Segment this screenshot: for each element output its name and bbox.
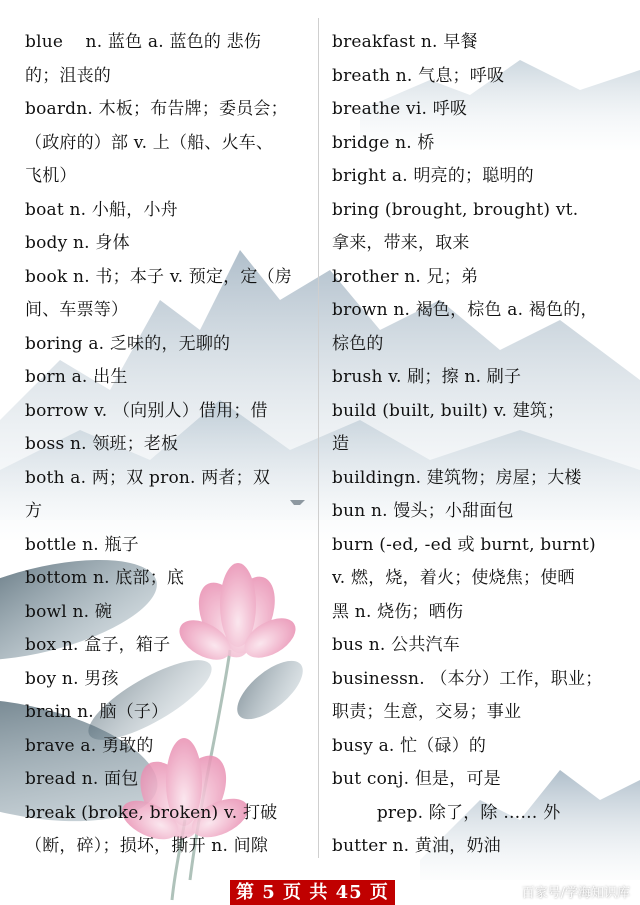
vocab-line: 飞机） (25, 166, 77, 186)
column-divider (318, 18, 319, 858)
vocab-line: born a. 出生 (25, 367, 128, 387)
vocab-line: brush v. 刷；擦 n. 刷子 (332, 367, 522, 387)
vocab-line: bottle n. 瓶子 (25, 534, 139, 555)
vocab-line: brown n. 褐色，棕色 a. 褐色的， (332, 300, 598, 320)
vocab-line: breakfast n. 早餐 (332, 32, 478, 52)
page-footer (0, 878, 640, 905)
vocab-line: breath n. 气息；呼吸 (332, 65, 505, 86)
vocab-line: boat n. 小船，小舟 (25, 199, 178, 220)
vocab-line: borrow v. （向别人）借用；借 (25, 400, 268, 421)
vocab-line: breathe vi. 呼吸 (332, 99, 468, 119)
vocab-line: bun n. 馒头；小甜面包 (332, 501, 514, 521)
vocab-line: boy n. 男孩 (25, 668, 119, 689)
vocab-line: 的；沮丧的 (25, 65, 111, 86)
vocab-line: brain n. 脑（子） (25, 702, 169, 722)
vocab-line: 造 (332, 434, 350, 454)
vocab-line: boardn. 木板；布告牌；委员会； (25, 99, 288, 119)
vocab-line: burn (-ed, -ed 或 burnt, burnt) (332, 534, 596, 555)
right-column (332, 26, 624, 864)
vocab-line: but conj. 但是，可是 (332, 769, 501, 789)
vocab-line: boss n. 领班；老板 (25, 434, 179, 454)
vocab-line: build (built, built) v. 建筑； (332, 400, 565, 421)
vocab-line: 间、车票等） (25, 300, 129, 320)
vocab-line: bus n. 公共汽车 (332, 635, 460, 655)
vocab-line: bread n. 面包 (25, 769, 139, 789)
vocab-line: break (broke, broken) v. 打破 (25, 802, 278, 823)
vocab-line: 职责；生意，交易；事业 (332, 702, 522, 722)
watermark-text: 百家号/学海知识库 (521, 886, 630, 901)
vocab-line: busy a. 忙（碌）的 (332, 735, 487, 756)
vocab-line: book n. 书；本子 v. 预定，定（房 (25, 266, 293, 287)
vocab-line: bowl n. 碗 (25, 601, 113, 622)
vocab-line: buildingn. 建筑物；房屋；大楼 (332, 467, 582, 488)
vocab-line: （断，碎）；损坏，撕开 n. 间隙 (25, 836, 269, 856)
vocab-line: boring a. 乏味的，无聊的 (25, 333, 231, 354)
vocab-line: bottom n. 底部；底 (25, 568, 185, 588)
vocab-line: bright a. 明亮的；聪明的 (332, 166, 534, 186)
vocab-line: 方 (25, 501, 43, 521)
vocab-line: both a. 两；双 pron. 两者；双 (25, 467, 271, 488)
vocab-line: brave a. 勇敢的 (25, 735, 154, 756)
vocab-line: businessn. （本分）工作，职业； (332, 668, 603, 689)
vocab-line: bridge n. 桥 (332, 132, 435, 153)
vocab-line: blue n. 蓝色 a. 蓝色的 悲伤 (25, 32, 262, 52)
vocab-line: bring (brought, brought) vt. (332, 199, 579, 220)
vocab-line: brother n. 兄；弟 (332, 266, 479, 287)
vocab-line: box n. 盒子，箱子 (25, 635, 171, 655)
vocab-line: body n. 身体 (25, 233, 130, 253)
vocab-line: v. 燃，烧，着火；使烧焦；使晒 (332, 568, 575, 588)
vocab-line: prep. 除了，除 …… 外 (332, 802, 561, 823)
vocab-line: （政府的）部 v. 上（船、火车、 (25, 132, 274, 153)
vocab-line: 拿来，带来，取来 (332, 233, 470, 253)
page-indicator: 第 5 页 共 45 页 (230, 880, 395, 905)
vocab-line: 黑 n. 烧伤；晒伤 (332, 601, 464, 622)
left-column (25, 26, 317, 864)
vocab-line: 棕色的 (332, 333, 384, 354)
vocab-line: butter n. 黄油，奶油 (332, 836, 501, 856)
